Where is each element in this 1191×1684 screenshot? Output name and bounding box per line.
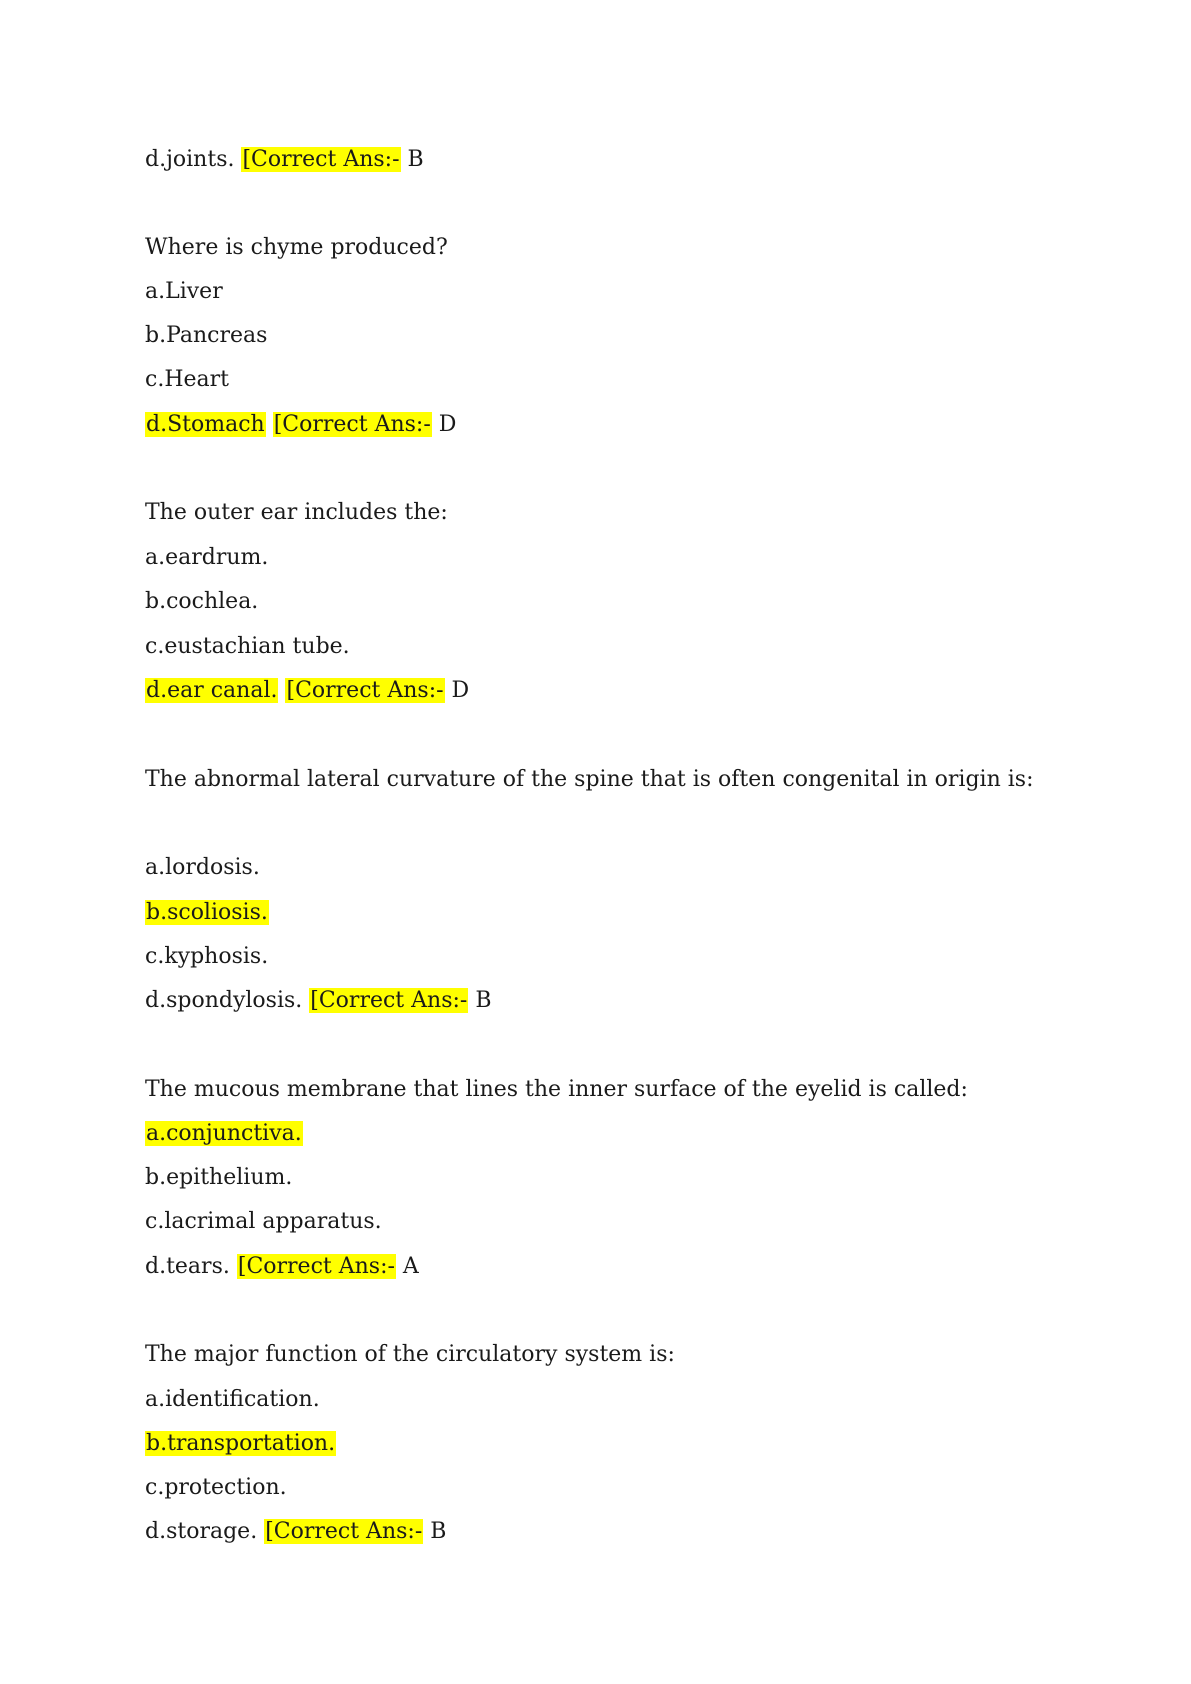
correct-answer-tag: [Correct Ans:- [237, 1254, 395, 1279]
option-b: b.cochlea. [145, 589, 259, 614]
highlighted-option: b.transportation. [146, 1431, 336, 1456]
option-c: c.Heart [145, 367, 229, 392]
option-c: c.lacrimal apparatus. [145, 1209, 382, 1234]
option-text: d.storage. [145, 1519, 265, 1544]
question-text: Where is chyme produced? [145, 235, 448, 260]
option-text: d.tears. [145, 1254, 237, 1279]
question-text: The mucous membrane that lines the inner surface of the eyelid is called: [145, 1077, 968, 1102]
answer-letter: D [444, 678, 470, 703]
question-text: The abnormal lateral curvature of the spine that is often congenital in origin is: [145, 767, 1034, 792]
option-d [145, 676, 469, 706]
question-text: The major function of the circulatory system is: [145, 1342, 675, 1367]
highlighted-option: d.Stomach [146, 412, 265, 437]
correct-answer-tag: [Correct Ans:- [273, 412, 431, 437]
option-b [145, 898, 269, 928]
option-a: a.eardrum. [145, 545, 269, 570]
option-text: d.spondylosis. [145, 988, 310, 1013]
option-d [145, 1517, 446, 1547]
highlighted-option: d.ear canal. [146, 678, 278, 703]
option-b: b.epithelium. [145, 1165, 293, 1190]
option-a: a.identification. [145, 1387, 320, 1412]
option-b: b.Pancreas [145, 323, 268, 348]
option-c: c.protection. [145, 1475, 287, 1500]
question-text: The outer ear includes the: [145, 500, 448, 525]
answer-line [145, 145, 424, 175]
option-a [145, 1119, 303, 1149]
answer-letter: B [400, 147, 424, 172]
correct-answer-tag: [Correct Ans:- [310, 988, 468, 1013]
option-d [145, 410, 456, 440]
option-d [145, 1252, 419, 1282]
option-text: d.joints. [145, 147, 242, 172]
option-c: c.eustachian tube. [145, 634, 350, 659]
option-b [145, 1429, 336, 1459]
answer-letter: A [395, 1254, 419, 1279]
option-a: a.lordosis. [145, 855, 260, 880]
highlighted-option: a.conjunctiva. [146, 1121, 302, 1146]
option-d [145, 986, 492, 1016]
highlighted-option: b.scoliosis. [146, 900, 268, 925]
correct-answer-tag: [Correct Ans:- [286, 678, 444, 703]
option-c: c.kyphosis. [145, 944, 269, 969]
answer-letter: D [431, 412, 457, 437]
answer-letter: B [468, 988, 492, 1013]
correct-answer-tag: [Correct Ans:- [242, 147, 400, 172]
option-a: a.Liver [145, 279, 223, 304]
correct-answer-tag: [Correct Ans:- [265, 1519, 423, 1544]
answer-letter: B [423, 1519, 447, 1544]
